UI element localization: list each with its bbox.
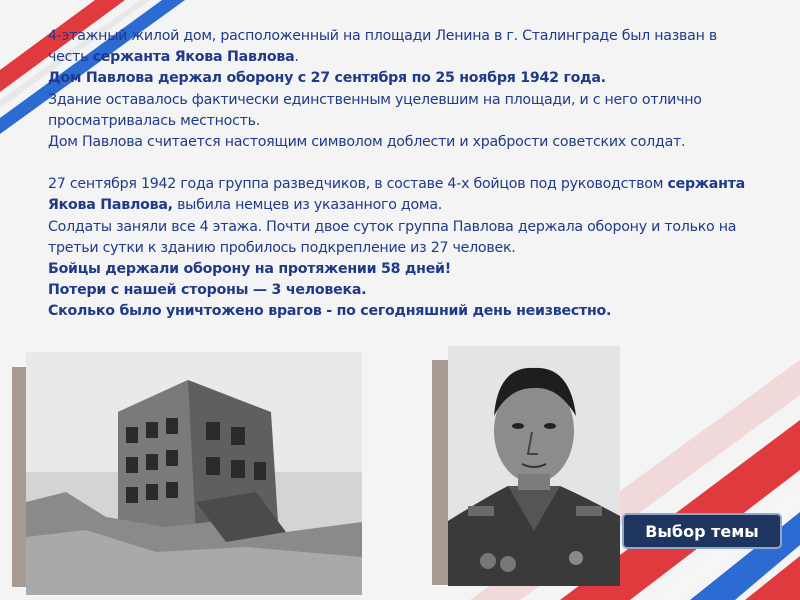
text-run: Здание оставалось фактически единственным уцелевшим на площади, и с него отлично просматривалась местность.	[48, 91, 702, 129]
text-run: Дом Павлова считается настоящим символом доблести и храбрости советских солдат.	[48, 134, 686, 151]
bold-text: сержанта Якова Павлова	[92, 49, 295, 66]
paragraph	[48, 280, 748, 301]
paragraph	[48, 217, 748, 259]
bold-text: Бойцы держали оборону на протяжении 58 дней!	[48, 261, 451, 278]
text-run: 27 сентября 1942 года группа разведчиков, в составе 4-х бойцов под руководством	[48, 176, 668, 193]
bold-text: сержанта Якова Павлова,	[48, 176, 745, 214]
paragraph	[48, 174, 748, 216]
pavlov-house-photo	[26, 352, 362, 595]
paragraph	[48, 132, 748, 153]
choose-topic-button[interactable]: Выбор темы	[622, 513, 782, 549]
paragraph	[48, 68, 748, 89]
paragraph	[48, 301, 748, 322]
paragraph-gap	[48, 153, 748, 174]
text-run: .	[294, 49, 299, 66]
bold-text: Сколько было уничтожено врагов - по сегодняшний день неизвестно.	[48, 303, 612, 320]
text-run: 4-этажный жилой дом, расположенный на площади Ленина в г. Сталинграде был назван в честь	[48, 28, 717, 66]
text-run: выбила немцев из указанного дома.	[172, 197, 443, 214]
pavlov-portrait-photo	[448, 346, 620, 586]
text-run: Солдаты заняли все 4 этажа. Почти двое суток группа Павлова держала оборону и только на третьи сутки к зданию пробилось подкрепление из 27 человек.	[48, 218, 737, 256]
paragraph	[48, 90, 748, 132]
paragraph	[48, 259, 748, 280]
bold-text: Потери с нашей стороны — 3 человека.	[48, 282, 367, 299]
paragraph	[48, 26, 748, 68]
article-text	[48, 26, 748, 323]
bold-text: Дом Павлова держал оборону с 27 сентября по 25 ноября 1942 года.	[48, 70, 606, 87]
